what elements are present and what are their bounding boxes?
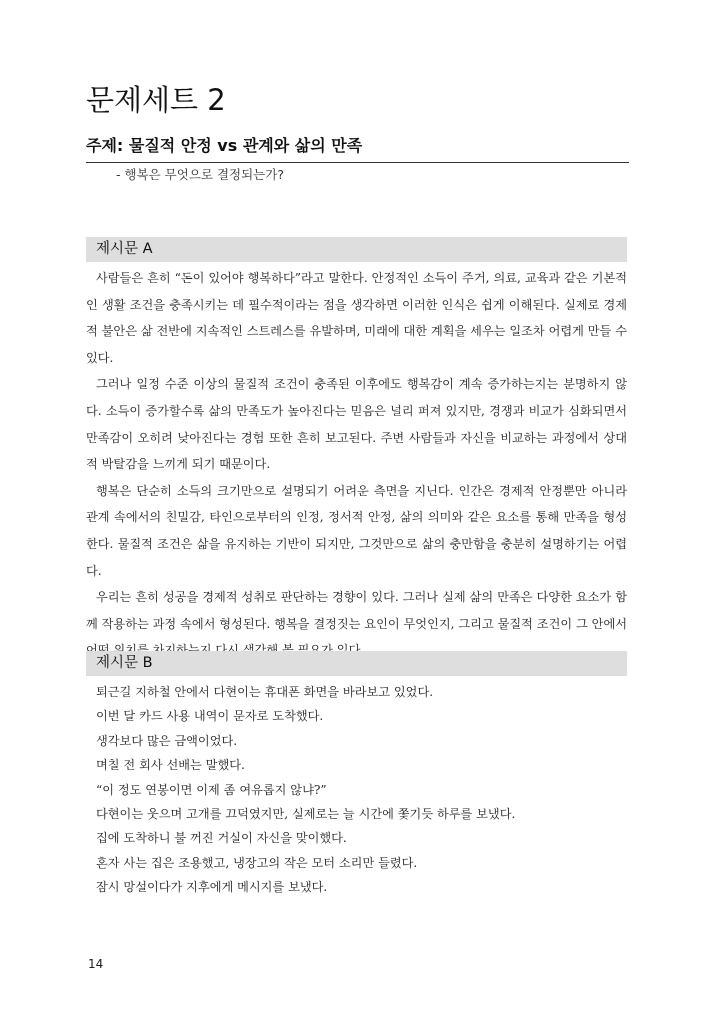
story-line: 다현이는 웃으며 고개를 끄덕였지만, 실제로는 늘 시간에 쫓기듯 하루를 보냈다. — [96, 807, 516, 822]
paragraph: 우리는 흔히 성공을 경제적 성취로 판단하는 경향이 있다. 그러나 실제 삶의 만족은 다양한 요소가 함께 작용하는 과정 속에서 형성된다. 행복을 결정짓는 요인이 무엇인지, 그리고 물질적 조건이 그 안에서 — [86, 590, 627, 631]
paragraph: 그러나 일정 수준 이상의 물질적 조건이 충족된 이후에도 행복감이 계속 증가하는지는 분명하지 않다. 소득이 증가할수록 삶의 만족도가 높아진다는 믿음은 널리 퍼져 있지만, 경쟁과 비교가 심화되면서 만족감이 오히려 낮아진다는 경험 또한 흔히 보고된다. 주변 사람들과 자신을 비교하는 과정에서 상대적 박탈감을 느끼게 되기 때문이다. — [86, 377, 627, 472]
topic-heading: 주제: 물질적 안정 vs 관계와 삶의 만족 — [86, 133, 629, 163]
passage-a-body — [86, 265, 627, 664]
page-title: 문제세트 2 — [86, 83, 226, 117]
story-line: 며칠 전 회사 선배는 말했다. — [96, 758, 245, 773]
story-line: “이 정도 연봉이면 이제 좀 여유롭지 않냐?” — [96, 782, 327, 797]
passage-b-body — [96, 680, 626, 900]
story-line: 혼자 사는 집은 조용했고, 냉장고의 작은 모터 소리만 들렸다. — [96, 855, 418, 870]
story-line: 이번 달 카드 사용 내역이 문자로 도착했다. — [96, 709, 324, 724]
guiding-question: - 행복은 무엇으로 결정되는가? — [116, 167, 284, 182]
story-line: 퇴근길 지하철 안에서 다현이는 휴대폰 화면을 바라보고 있었다. — [96, 685, 434, 699]
story-line: 생각보다 많은 금액이었다. — [96, 733, 238, 748]
paragraph: 행복은 단순히 소득의 크기만으로 설명되기 어려운 측면을 지닌다. 인간은 경제적 안정뿐만 아니라 관계 속에서의 친밀감, 타인으로부터의 인정, 정서적 안정, 삶의 의미와 같은 요소를 통해 만족을 형성한다. 물질적 조건은 삶을 유지하는 기반이 되지만, 그것만으로 삶의 충만함을 충분히 설명하기는 어렵다. — [86, 483, 627, 578]
story-line: 집에 도착하니 불 꺼진 거실이 자신을 맞이했다. — [96, 831, 347, 846]
story-line: 잠시 망설이다가 지후에게 메시지를 보냈다. — [96, 880, 328, 895]
passage-b-header: 제시문 B — [86, 651, 627, 676]
paragraph: 사람들은 흔히 “돈이 있어야 행복하다”라고 말한다. 안정적인 소득이 주거, 의료, 교육과 같은 기본적인 생활 조건을 충족시키는 데 필수적이라는 점을 생각하면 이러한 인식은 쉽게 이해된다. 실제로 경제적 불안은 삶 전반에 지속적인 스트레스를 유발하며, 미래에 대한 계획을 세우는 일조차 어렵게 만들 수 있다. — [86, 271, 627, 365]
page-number: 14 — [88, 957, 104, 971]
passage-a-header: 제시문 A — [86, 237, 627, 262]
